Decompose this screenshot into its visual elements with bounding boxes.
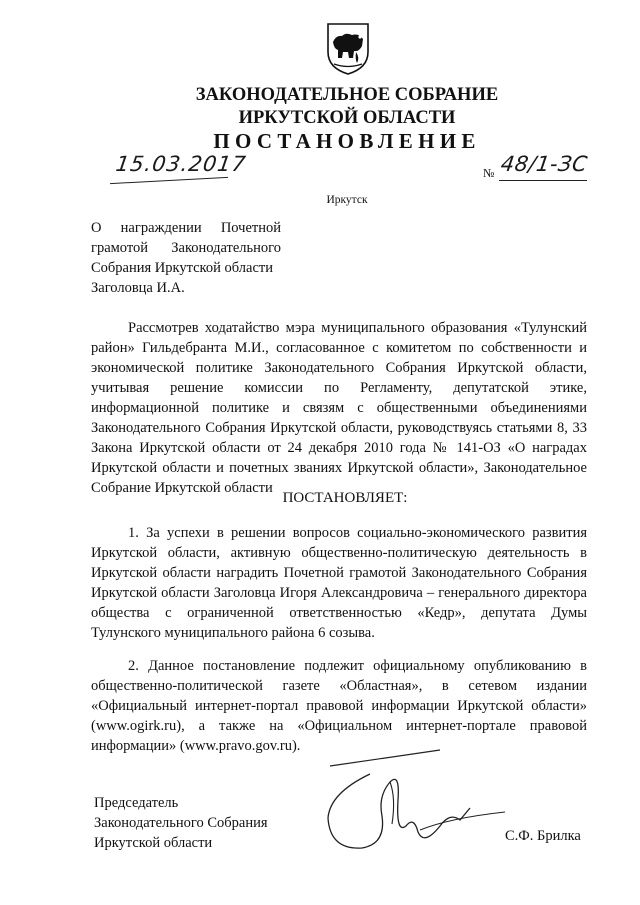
organization-name-line1: ЗАКОНОДАТЕЛЬНОЕ СОБРАНИЕ	[195, 85, 499, 105]
organization-name-line2: ИРКУТСКОЙ ОБЛАСТИ	[238, 108, 456, 128]
document-number: 48/1-ЗС	[499, 152, 590, 176]
document-type-title: ПОСТАНОВЛЕНИЕ	[213, 129, 481, 153]
resolves-heading: ПОСТАНОВЛЯЕТ:	[282, 490, 408, 506]
signer-name: С.Ф. Брилка	[505, 828, 581, 844]
coat-of-arms-icon	[326, 22, 370, 76]
handwritten-signature	[300, 738, 530, 868]
resolution-item-2: 2. Данное постановление подлежит официальному опубликованию в общественно-политической газете «Областная», в сетевом издании «Официальный интернет-портал правовой информации Иркутской области» (www.ogirk.ru), а также на «Официальном интернет-портале правовой информации» (www.pravo.gov.ru).	[91, 658, 587, 754]
subject-line: Собрания Иркутской области	[91, 260, 273, 276]
subject-line: грамотой Законодательного	[91, 240, 281, 256]
date-underline	[110, 177, 228, 184]
signer-title	[94, 793, 268, 853]
preamble-paragraph: Рассмотрев ходатайство мэра муниципального образования «Тулунский район» Гильдебранта М.И., согласованное с комитетом по собственности и экономической политике Законодательного Собрания Иркутской области, учитывая решение комиссии по Регламенту, депутатской этике, информационной политике и связям с общественными объединениями Законодательного Собрания Иркутской области, руководствуясь статьями 8, 33 Закона Иркутской области от 24 декабря 2010 года № 141-ОЗ «О наградах Иркутской области и почетных званиях Иркутской области», Законодательное Собрание Иркутской области	[91, 320, 587, 496]
subject-line: О награждении Почетной	[91, 220, 281, 236]
resolution-item-1: 1. За успехи в решении вопросов социально-экономического развития Иркутской области, активную общественно-политическую деятельность в Иркутской области наградить Почетной грамотой Законодательного Собрания Иркутской области Заголовца Игоря Александровича – генерального директора общества с ограниченной ответственностью «Кедр», депутата Думы Тулунского муниципального района 6 созыва.	[91, 525, 587, 641]
document-subject	[91, 218, 281, 298]
signer-title-line: Иркутской области	[94, 835, 213, 851]
number-sign: №	[483, 166, 495, 180]
signer-title-line: Председатель	[94, 795, 179, 811]
document-date: 15.03.2017	[114, 152, 248, 176]
signer-title-line: Законодательного Собрания	[94, 815, 268, 831]
subject-line: Заголовца И.А.	[91, 280, 185, 296]
city-label: Иркутск	[326, 194, 368, 206]
number-underline	[499, 180, 587, 181]
